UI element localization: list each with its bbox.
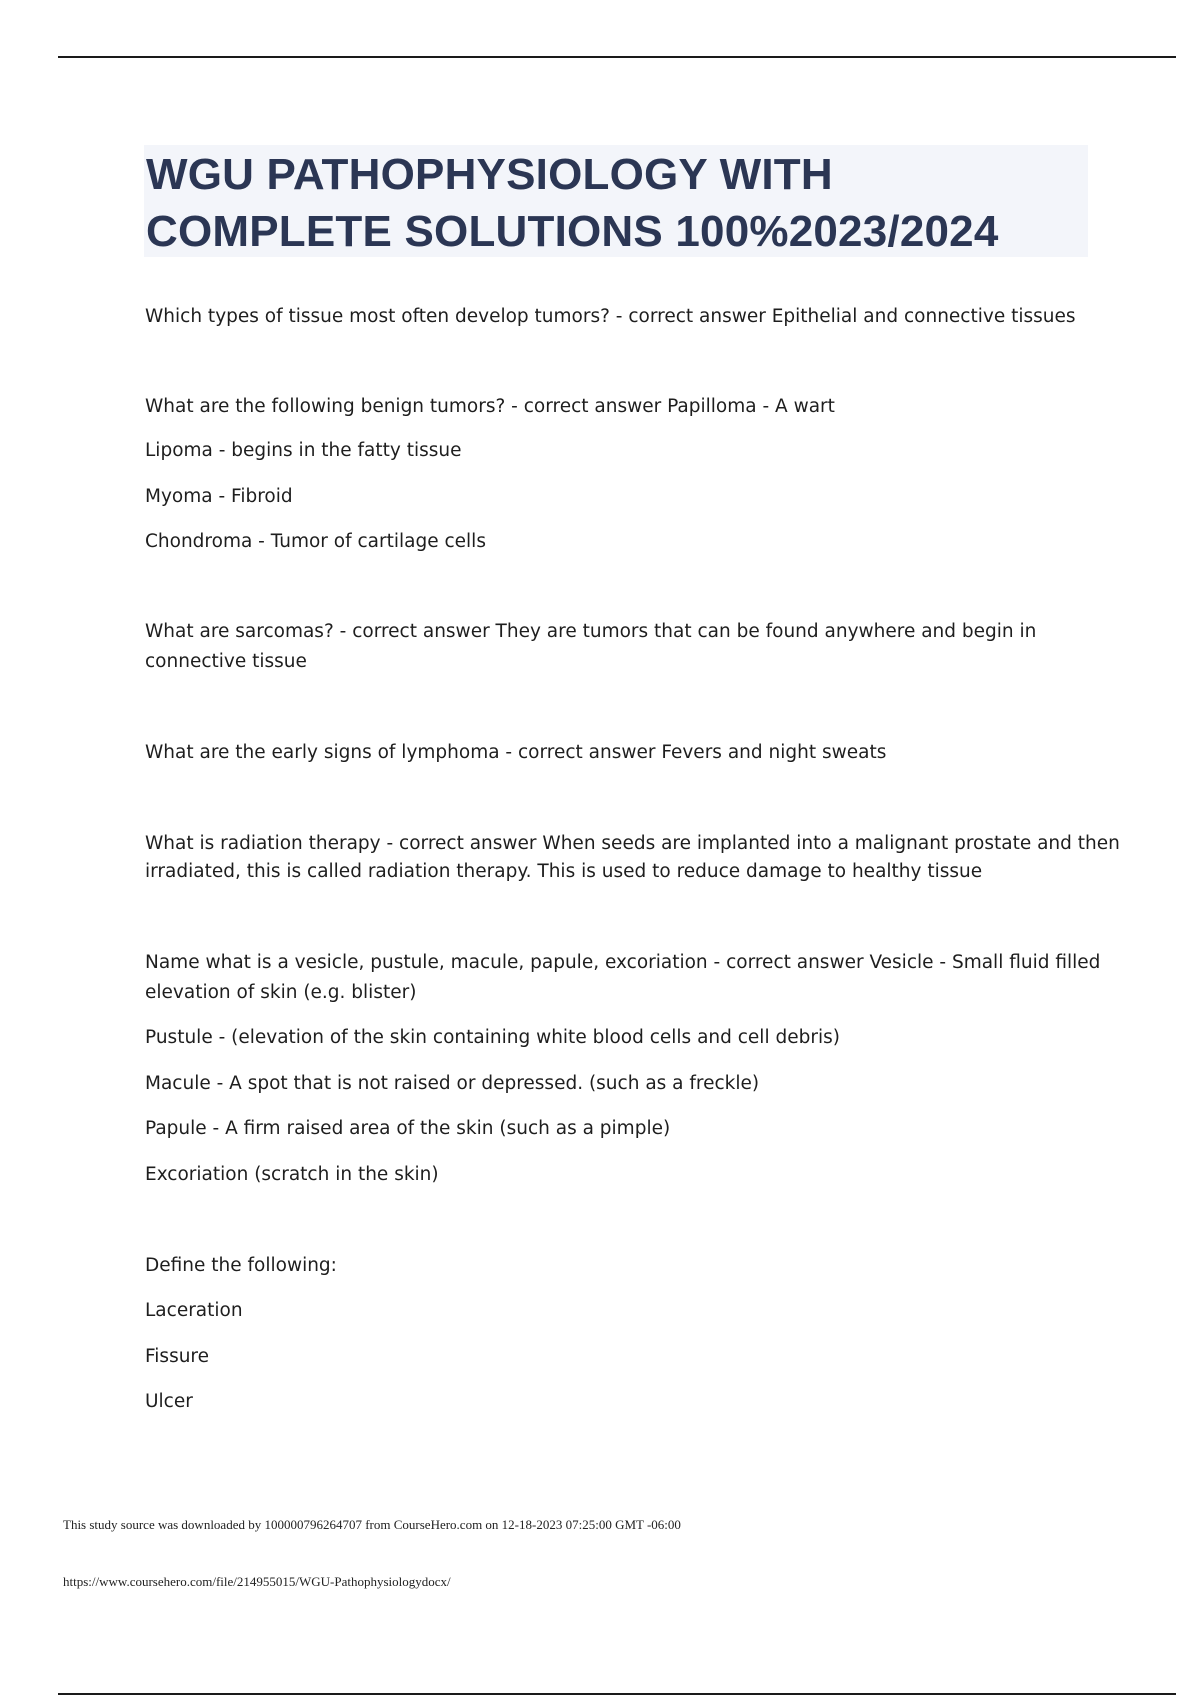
source-url[interactable]: https://www.coursehero.com/file/214955015/WGU-Pathophysiologydocx/ xyxy=(63,1574,451,1589)
qa-benign-tumors: What are the following benign tumors? - correct answer Papilloma - A wart xyxy=(145,396,835,417)
qa-sarcomas-line-1: What are sarcomas? - correct answer They are tumors that can be found anywhere and begin in xyxy=(145,621,1037,642)
bottom-rule xyxy=(58,1693,1176,1695)
list-item-papule: Papule - A firm raised area of the skin (such as a pimple) xyxy=(145,1118,671,1139)
list-item-pustule: Pustule - (elevation of the skin containing white blood cells and cell debris) xyxy=(145,1027,840,1048)
qa-radiation-line-1: What is radiation therapy - correct answer When seeds are implanted into a malignant prostate and then xyxy=(145,833,1120,854)
qa-skin-lesions-line-2: elevation of skin (e.g. blister) xyxy=(145,982,417,1003)
title-line-1: WGU PATHOPHYSIOLOGY WITH xyxy=(146,150,833,199)
qa-tumor-tissue: Which types of tissue most often develop tumors? - correct answer Epithelial and connective tissues xyxy=(145,306,1076,327)
list-item-myoma: Myoma - Fibroid xyxy=(145,486,293,507)
list-item-macule: Macule - A spot that is not raised or depressed. (such as a freckle) xyxy=(145,1073,760,1094)
qa-define-following: Define the following: xyxy=(145,1255,337,1276)
qa-lymphoma: What are the early signs of lymphoma - correct answer Fevers and night sweats xyxy=(145,742,887,763)
download-notice: This study source was downloaded by 100000796264707 from CourseHero.com on 12-18-2023 07:25:00 GMT -06:00 xyxy=(63,1517,681,1532)
qa-sarcomas-line-2: connective tissue xyxy=(145,651,307,672)
list-item-lipoma: Lipoma - begins in the fatty tissue xyxy=(145,440,462,461)
list-item-excoriation: Excoriation (scratch in the skin) xyxy=(145,1164,439,1185)
title-line-2: COMPLETE SOLUTIONS 100%2023/2024 xyxy=(146,207,999,256)
list-item-ulcer: Ulcer xyxy=(145,1391,193,1412)
document-title xyxy=(146,146,1086,260)
list-item-fissure: Fissure xyxy=(145,1346,210,1367)
qa-radiation-line-2: irradiated, this is called radiation therapy. This is used to reduce damage to healthy tissue xyxy=(145,861,983,882)
list-item-laceration: Laceration xyxy=(145,1300,243,1321)
qa-skin-lesions-line-1: Name what is a vesicle, pustule, macule, papule, excoriation - correct answer Vesicle - Small fluid filled xyxy=(145,952,1101,973)
top-rule xyxy=(58,56,1176,58)
list-item-chondroma: Chondroma - Tumor of cartilage cells xyxy=(145,531,486,552)
